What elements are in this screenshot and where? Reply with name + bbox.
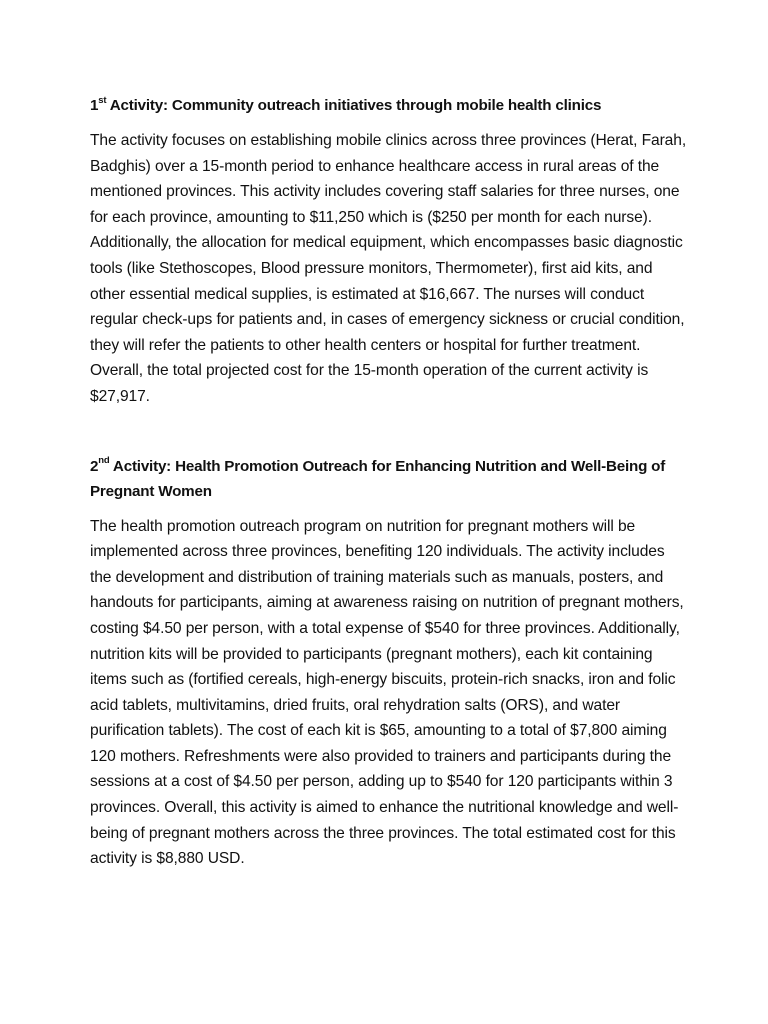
- activity-2-heading: [90, 454, 690, 504]
- activity-1-heading: [90, 93, 690, 118]
- activity-1-ordinal: 1: [90, 97, 99, 114]
- activity-2-ordinal: 2: [90, 457, 99, 475]
- document-page: [90, 93, 690, 872]
- activity-1-ordinal-suffix: st: [98, 94, 107, 106]
- activity-2-ordinal-suffix: nd: [98, 455, 110, 467]
- activity-1-section: [90, 93, 690, 410]
- activity-1-body: The activity focuses on establishing mobile clinics across three provinces (Herat, Farah, Badghis) over a 15-month period to enhance healthcare access in rural areas of the mentioned provinces. This activity includes covering staff salaries for three nurses, one for each province, amounting to $11,250 which is ($250 per month for each nurse). Additionally, the allocation for medical equipment, which encompasses basic diagnostic tools (like Stethoscopes, Blood pressure monitors, Thermometer), first aid kits, and other essential medical supplies, is estimated at $16,667. The nurses will conduct regular check-ups for patients and, in cases of emergency sickness or crucial condition, they will refer the patients to other health centers or hospital for further treatment. Overall, the total projected cost for the 15-month operation of the current activity is $27,917.: [90, 132, 687, 405]
- activity-2-body: The health promotion outreach program on nutrition for pregnant mothers will be implemented across three provinces, benefiting 120 individuals. The activity includes the development and distribution of training materials such as manuals, posters, and handouts for participants, aiming at awareness raising on nutrition of pregnant mothers, costing $4.50 per person, with a total expense of $540 for three provinces. Additionally, nutrition kits will be provided to participants (pregnant mothers), each kit containing items such as (fortified cereals, high-energy biscuits, protein-rich snacks, iron and folic acid tablets, multivitamins, dried fruits, oral rehydration salts (ORS), and water purification tablets). The cost of each kit is $65, amounting to a total of $7,800 aiming 120 mothers. Refreshments were also provided to trainers and participants during the sessions at a cost of $4.50 per person, adding up to $540 for 120 participants within 3 provinces. Overall, this activity is aimed to enhance the nutritional knowledge and well-being of pregnant mothers across the three provinces. The total estimated cost for this activity is $8,880 USD.: [90, 517, 684, 868]
- activity-2-title: Activity: Health Promotion Outreach for Enhancing Nutrition and Well-Being of Pregnant Women: [90, 457, 666, 500]
- activity-1-title: Activity: Community outreach initiatives through mobile health clinics: [106, 97, 602, 114]
- activity-2-section: [90, 454, 690, 872]
